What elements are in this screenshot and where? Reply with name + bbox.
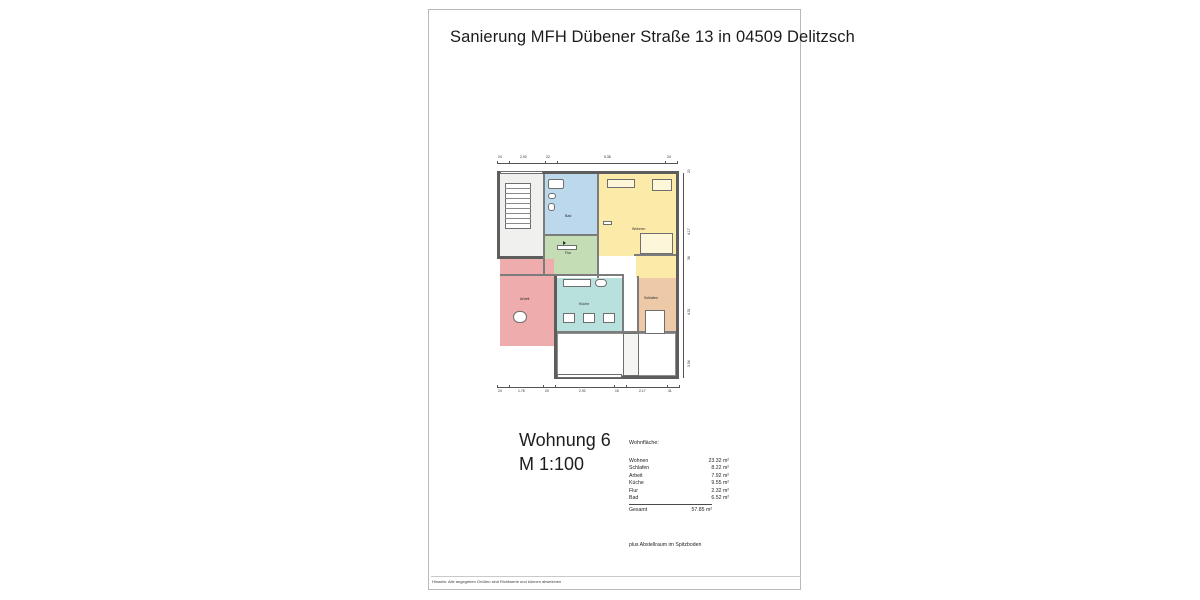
dim-tick: [557, 161, 558, 164]
dim-label-bottom-0: 24: [498, 389, 502, 393]
dim-label-right-1: 4.17: [687, 228, 691, 235]
window-top: [500, 171, 543, 174]
room-label-wohnen: Wohnen: [632, 227, 646, 231]
dim-label-top-0: 24: [498, 155, 502, 159]
area-value: 7.92 m²: [711, 472, 729, 479]
furniture-kitchen-sink: [595, 279, 607, 287]
window-bottom: [557, 374, 622, 378]
dim-label-top-3: 5.38: [604, 155, 611, 159]
furniture-bed: [645, 310, 665, 334]
furniture-sofa: [607, 179, 635, 188]
dim-label-top-2: 22: [546, 155, 550, 159]
dim-label-top-4: 24: [667, 155, 671, 159]
furniture-flur-cabinet: [557, 245, 577, 250]
dim-tick: [545, 161, 546, 164]
furniture-kitchen-counter: [563, 279, 591, 287]
dim-label-bottom-1: 1.78: [518, 389, 525, 393]
area-table-caption: Wohnfläche:: [629, 440, 659, 446]
dim-label-bottom-4: 15: [615, 389, 619, 393]
area-value: 2.32 m²: [711, 487, 729, 494]
dim-tick: [665, 161, 666, 164]
furniture-bathtub: [548, 179, 564, 189]
stair-step: [505, 208, 531, 209]
dim-tick: [626, 385, 627, 388]
dim-tick: [667, 385, 668, 388]
partition-horizontal-2: [500, 274, 624, 276]
stair-step: [505, 218, 531, 219]
dim-tick: [497, 385, 498, 388]
dim-tick: [677, 161, 678, 164]
dim-tick: [509, 385, 510, 388]
wall-right: [676, 171, 679, 379]
partition-vertical-1: [543, 174, 545, 276]
area-label: Arbeit: [629, 472, 643, 479]
shaft: [623, 333, 639, 376]
dim-label-bottom-6: 41: [668, 389, 672, 393]
entry-arrow-icon: [563, 241, 566, 245]
furniture-kitchen-table: [563, 313, 575, 323]
dim-tick: [543, 385, 544, 388]
partition-vertical-2: [597, 174, 599, 278]
dim-line-bottom: [497, 387, 679, 388]
furniture-kitchen-chairs: [583, 313, 595, 323]
dim-tick: [555, 385, 556, 388]
furniture-sink: [548, 193, 556, 199]
stair-step: [505, 213, 531, 214]
table-row: [629, 473, 729, 480]
dim-tick: [614, 385, 615, 388]
area-label: Flur: [629, 487, 638, 494]
furniture-table: [652, 179, 672, 191]
dim-label-right-3: 4.51: [687, 308, 691, 315]
dim-label-bottom-3: 2.92: [579, 389, 586, 393]
attic-storage-note: plus Abstellraum im Spitzboden: [629, 542, 702, 548]
floorplan-drawing: [487, 155, 737, 395]
dim-tick: [497, 161, 498, 164]
dim-label-right-2: 36: [687, 256, 691, 260]
table-row: [629, 480, 729, 487]
dim-label-right-0: 20: [687, 169, 691, 173]
furniture-desk: [513, 311, 527, 323]
room-label-flur: Flur: [565, 251, 572, 255]
room-label-bad: Bad: [565, 214, 572, 218]
stair-step: [505, 193, 531, 194]
area-table: [629, 440, 729, 515]
area-label: Küche: [629, 480, 644, 487]
stair-step: [505, 203, 531, 204]
unit-name: Wohnung 6: [519, 430, 611, 450]
partition-vertical-4: [637, 276, 639, 334]
lower-hatch-area: [557, 333, 676, 376]
table-total-row: [629, 507, 712, 515]
area-value: 6.52 m²: [711, 494, 729, 501]
table-row: [629, 495, 729, 502]
total-value: 57.85 m²: [691, 507, 712, 514]
partition-horizontal-1: [545, 234, 598, 236]
dim-line-top: [497, 163, 677, 164]
area-value: 8.22 m²: [711, 465, 729, 472]
dim-label-top-1: 2.00: [520, 155, 527, 159]
furniture-toilet: [548, 203, 555, 211]
furniture-tv: [603, 221, 612, 225]
unit-info: [519, 430, 611, 475]
table-divider: [629, 504, 712, 505]
room-label-schlafen: Schlafen: [644, 296, 658, 300]
area-label: Bad: [629, 494, 639, 501]
area-label: Wohnen: [629, 458, 649, 464]
total-label: Gesamt: [629, 507, 648, 514]
footer-disclaimer: Hinweis: Alle angegeben Größen sind Richtwerte und können abweichen: [431, 576, 801, 584]
area-value: 23.32 m²: [708, 458, 729, 464]
dim-label-right-4: 3.54: [687, 360, 691, 367]
dim-label-bottom-5: 2.17: [639, 389, 646, 393]
dim-tick: [679, 385, 680, 388]
partition-horizontal-4: [634, 254, 676, 256]
dim-label-bottom-2: 20: [545, 389, 549, 393]
area-label: Schlafen: [629, 465, 650, 472]
dim-tick: [509, 161, 510, 164]
stair-step: [505, 223, 531, 224]
furniture-wardrobe: [640, 233, 673, 254]
partition-vertical-3: [622, 276, 624, 334]
area-value: 9.55 m²: [711, 480, 729, 487]
document-page: [428, 9, 855, 590]
room-label-kueche: Küche: [579, 302, 590, 306]
dim-line-right: [683, 173, 684, 378]
table-row: [629, 465, 729, 472]
table-row: [629, 458, 729, 465]
page-title: Sanierung MFH Dübener Straße 13 in 04509 Delitzsch: [450, 28, 855, 46]
furniture-kitchen-unit: [603, 313, 615, 323]
room-arbeit: [500, 259, 554, 346]
unit-scale: M 1:100: [519, 454, 585, 474]
table-row: [629, 488, 729, 495]
room-wohnen-ext: [636, 256, 676, 278]
stair-step: [505, 188, 531, 189]
stair-step: [505, 198, 531, 199]
room-label-arbeit: Arbeit: [520, 297, 530, 301]
